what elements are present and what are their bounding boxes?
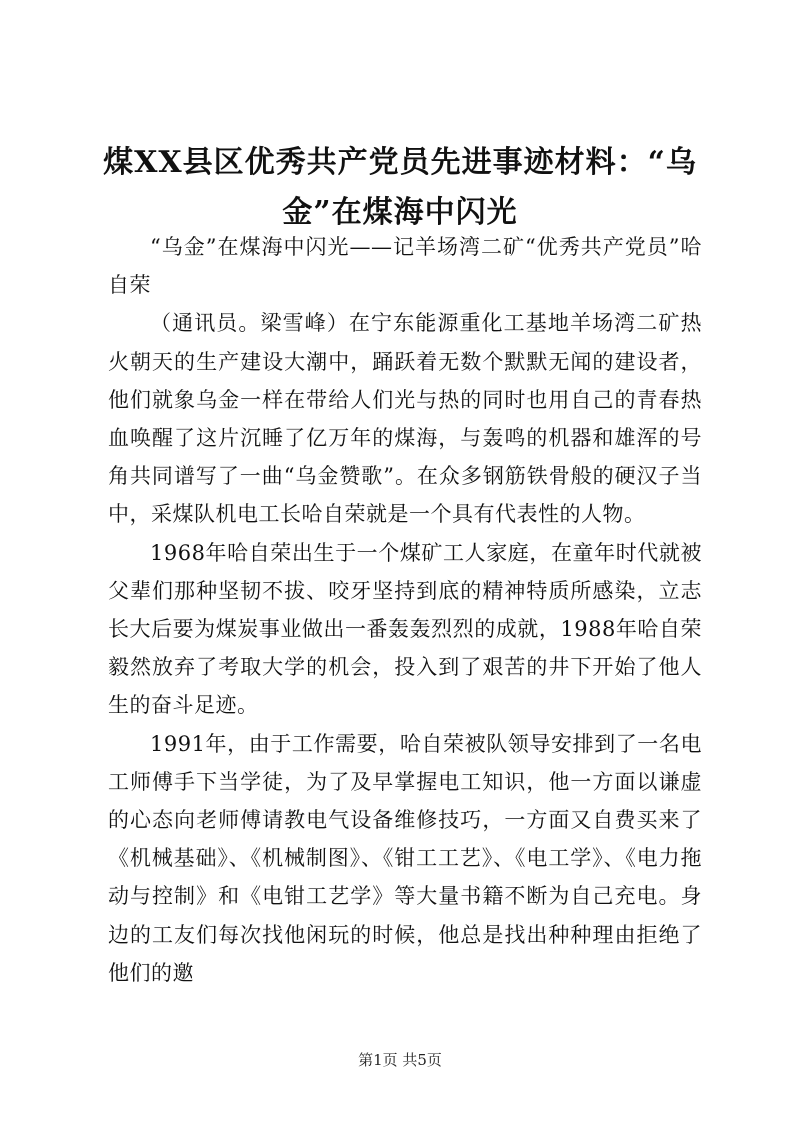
body-paragraph: 1968年哈自荣出生于一个煤矿工人家庭，在童年时代就被父辈们那种坚韧不拔、咬牙坚持到底的精神特质所感染，立志长大后要为煤炭事业做出一番轰轰烈烈的成就，1988年哈自荣毅然放弃了考取大学的机会，投入到了艰苦的井下开始了他人生的奋斗足迹。	[108, 540, 702, 718]
document-body	[108, 228, 702, 992]
body-paragraph: （通讯员。梁雪峰）在宁东能源重化工基地羊场湾二矿热火朝天的生产建设大潮中，踊跃着无数个默默无闻的建设者，他们就象乌金一样在带给人们光与热的同时也用自己的青春热血唤醒了这片沉睡了亿万年的煤海，与轰鸣的机器和雄浑的号角共同谱写了一曲“乌金赞歌”。在众多钢筋铁骨般的硬汉子当中，采煤队机电工长哈自荣就是一个具有代表性的人物。	[108, 311, 702, 527]
page-footer: 第1页 共5页	[358, 1051, 442, 1069]
body-paragraph: 1991年，由于工作需要，哈自荣被队领导安排到了一名电工师傅手下当学徒，为了及早掌握电工知识，他一方面以谦虚的心态向老师傅请教电气设备维修技巧，一方面又自费买来了《机械基础》、《机械制图》、《钳工工艺》、《电工学》、《电力拖动与控制》和《电钳工艺学》等大量书籍不断为自己充电。身边的工友们每次找他闲玩的时候，他总是找出种种理由拒绝了他们的邀	[108, 731, 702, 985]
subtitle-paragraph: “乌金”在煤海中闪光——记羊场湾二矿“优秀共产党员”哈自荣	[108, 235, 702, 298]
document-title: 煤XX县区优秀共产党员先进事迹材料：“乌金”在煤海中闪光	[103, 145, 697, 230]
